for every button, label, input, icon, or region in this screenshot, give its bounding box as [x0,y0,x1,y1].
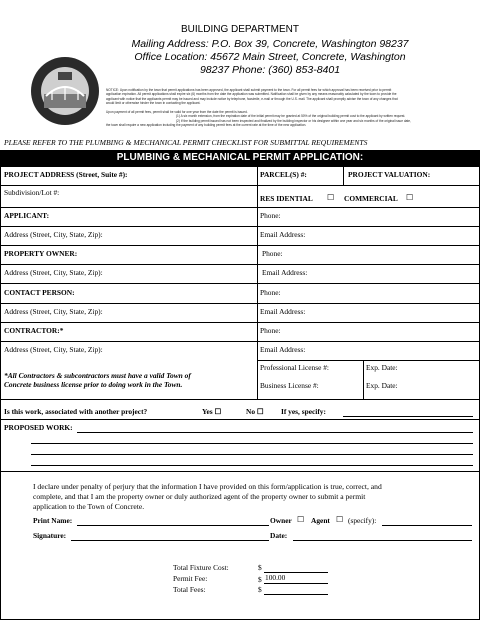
proposed-work-line-1[interactable] [77,432,473,433]
contractor-note-line2: Concrete business license prior to doing work in the Town. [4,380,183,389]
contractor-address-label: Address (Street, City, State, Zip): [4,345,103,354]
phone-line: 98237 Phone: (360) 853-8401 [199,64,341,76]
contractor-note-line1: *All Contractors & subcontractors must have a valid Town of [4,371,191,380]
contractor-phone-label: Phone: [260,326,281,335]
owner-checkbox[interactable]: ☐ [297,515,305,524]
total-fees-label: Total Fees: [173,585,206,594]
contact-person-label: CONTACT PERSON: [4,288,75,297]
residential-checkbox[interactable]: ☐ [327,193,335,202]
owner-email-label: Email Address: [262,268,308,277]
subdivision-label: Subdivision/Lot #: [4,188,60,197]
declaration-line-2: complete, and that I am the property owner or duly authorized agent of the property owner to submit a permit [33,492,366,501]
signature-line[interactable] [71,540,269,541]
commercial-checkbox[interactable]: ☐ [406,193,414,202]
specify-line[interactable] [382,525,472,526]
validity-text: Upon payment of all permit fees, permit shall be valid for one year from the date the permit is issued. (1) A six month extension, from the expiration date of the initial permit may be granted at 50% of the original building permit cost to the applicant by written request. (2) If the building permit issued has not been inspected and finalized by the building inspector or his designee within one year and six months of the original issue date, the town shall require a new application including the payment of any building permit fees at the current rate at the time of the new application. [106,110,411,128]
total-dollar: $ [258,585,262,594]
print-name-label: Print Name: [33,516,73,525]
proposed-work-line-4[interactable] [31,465,473,466]
permit-dollar: $ [258,575,262,584]
application-form [0,166,480,620]
office-address: Office Location: 45672 Main Street, Concrete, Washington [134,51,406,63]
if-yes-label: If yes, specify: [281,407,326,416]
mailing-address: Mailing Address: P.O. Box 39, Concrete, Washington 98237 [131,38,409,50]
professional-license-label: Professional License #: [260,363,329,372]
fixture-dollar: $ [258,563,262,572]
signature-label: Signature: [33,531,67,540]
fixture-cost-label: Total Fixture Cost: [173,563,229,572]
residential-label: RES IDENTIAL [260,194,313,203]
declaration-line-3: application to the Town of Concrete. [33,502,145,511]
proposed-work-label: PROPOSED WORK: [4,423,73,432]
declaration-line-1: I declare under penalty of perjury that the information I have provided on this form/application is true, correct, and [33,482,382,491]
business-exp-label: Exp. Date: [366,381,398,390]
applicant-label: APPLICANT: [4,211,50,220]
applicant-address-label: Address (Street, City, State, Zip): [4,230,103,239]
owner-option: Owner [270,516,292,525]
no-checkbox[interactable]: No ☐ [246,407,264,416]
contact-email-label: Email Address: [260,307,306,316]
owner-address-label: Address (Street, City, State, Zip): [4,268,103,277]
associated-question: Is this work, associated with another project? [4,407,148,416]
department-title: BUILDING DEPARTMENT [181,24,299,35]
print-name-line[interactable] [77,525,269,526]
yes-checkbox[interactable]: Yes ☐ [202,407,222,416]
owner-phone-label: Phone: [262,249,283,258]
proposed-work-line-2[interactable] [31,443,473,444]
applicant-email-label: Email Address: [260,230,306,239]
valuation-label: PROJECT VALUATION: [348,170,431,179]
total-fees-line[interactable] [264,594,328,595]
agent-checkbox[interactable]: ☐ [336,515,344,524]
town-seal-logo [30,56,100,126]
project-address-label: PROJECT ADDRESS (Street, Suite #): [4,170,128,179]
commercial-label: COMMERCIAL [344,194,398,203]
professional-exp-label: Exp. Date: [366,363,398,372]
permit-fee-line [264,583,328,584]
contact-address-label: Address (Street, City, State, Zip): [4,307,103,316]
proposed-work-line-3[interactable] [31,454,473,455]
contractor-label: CONTRACTOR:* [4,326,64,335]
business-license-label: Business License #: [260,381,319,390]
permit-fee-label: Permit Fee: [173,574,208,583]
parcel-label: PARCEL(S) #: [260,170,307,179]
checklist-reference: PLEASE REFER TO THE PLUMBING & MECHANICAL PERMIT CHECKLIST FOR SUBMITTAL REQUIREMENTS [4,138,368,147]
if-yes-line[interactable] [343,416,473,417]
contractor-email-label: Email Address: [260,345,306,354]
permit-fee-value: 100.00 [265,573,286,582]
agent-option: Agent [311,516,330,525]
notice-text: NOTICE: Upon notification by the town that permit applications has been approved, the applicant shall submit payment to the town. For all permit fees for which approval has been received prior to permit application expiration. All permit applications shall expire six (6) months from the date the application was submitted. Notification shall be given by any means reasonably calculated by the town to provide the applicant with notice that the applicants permit may be issued and may include notice by telephone, facsimile, e-mail or through the U.S. mail. The applicant shall promptly advise the town of any changes that would limit or otherwise hinder the town in contacting the applicant. [106,88,398,106]
property-owner-label: PROPERTY OWNER: [4,249,78,258]
contact-phone-label: Phone: [260,288,281,297]
date-label: Date: [270,531,288,540]
form-banner: PLUMBING & MECHANICAL PERMIT APPLICATION: [0,150,480,166]
applicant-phone-label: Phone: [260,211,281,220]
specify-label: (specify): [348,516,377,525]
date-line[interactable] [293,540,472,541]
